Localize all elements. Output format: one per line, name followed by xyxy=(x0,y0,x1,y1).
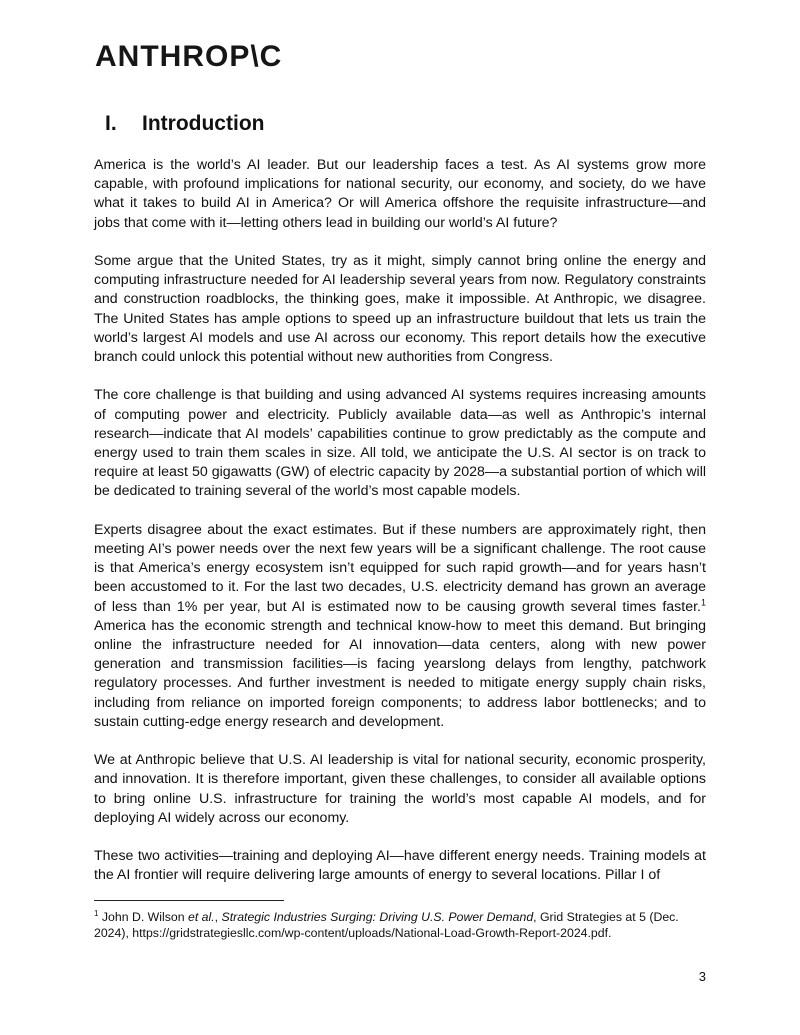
footnote xyxy=(94,909,714,941)
footnote-separator: , xyxy=(214,910,222,924)
section-title: Introduction xyxy=(142,112,265,135)
footnote-title: Strategic Industries Surging: Driving U.S. Power Demand xyxy=(221,910,534,924)
paragraph-1: America is the world’s AI leader. But our leadership faces a test. As AI systems grow more capable, with profound implications for national security, our economy, and society, do we have what it takes to build AI in America? Or will America offshore the requisite infrastructure—and jobs that come with it—letting others lead in building our world’s AI future? xyxy=(94,157,706,231)
paragraph-6: These two activities—training and deploying AI—have different energy needs. Training models at the AI frontier will require delivering large amounts of energy to several locations. Pillar I of xyxy=(94,848,706,884)
footnote-et-al: et al. xyxy=(187,910,215,924)
paragraph-3: The core challenge is that building and using advanced AI systems requires increasing amounts of computing power and electricity. Publicly available data—as well as Anthropic’s internal research—indicate that AI models’ capabilities continue to grow predictably as the compute and energy used to train them scales in size. All told, we anticipate the U.S. AI sector is on track to require at least 50 gigawatts (GW) of electric capacity by 2028—a substantial portion of which will be dedicated to training several of the world’s most capable models. xyxy=(94,387,706,500)
section-number: I. xyxy=(105,112,117,135)
paragraph-4-text-b: America has the economic strength and technical know-how to meet this demand. But bringing online the infrastructure needed for AI innovation—data centers, along with new power generation and transmission facilities—is facing yearslong delays from lengthy, patchwork regulatory processes. And further investment is needed to mitigate energy supply chain risks, including from reliance on imported foreign components; to address labor bottlenecks; and to sustain cutting-edge energy research and development. xyxy=(94,617,706,730)
anthropic-logo: ANTHROP\C xyxy=(95,40,283,73)
paragraph-2: Some argue that the United States, try as it might, simply cannot bring online the energy and computing infrastructure needed for AI leadership several years from now. Regulatory constraints and construction roadblocks, the thinking goes, make it impossible. At Anthropic, we disagree. The United States has ample options to speed up an infrastructure buildout that lets us train the world’s largest AI models and use AI across our economy. This report details how the executive branch could unlock this potential without new authorities from Congress. xyxy=(94,253,706,366)
paragraph-4 xyxy=(94,521,706,732)
footnote-divider xyxy=(94,900,284,901)
footnote-author: John D. Wilson xyxy=(98,910,188,924)
footnote-marker: 1 xyxy=(94,908,99,918)
paragraph-4-text-a: Experts disagree about the exact estimates. But if these numbers are approximately right, then meeting AI’s power needs over the next few years will be a significant challenge. The root cause is that America’s energy ecosystem isn’t equipped for such rapid growth—and for years hasn’t been accustomed to it. For the last two decades, U.S. electricity demand has grown an average of less than 1% per year, but AI is estimated now to be causing growth several times faster. xyxy=(94,521,706,615)
page-number: 3 xyxy=(698,969,706,984)
footnote-citation: , Grid Strategies at 5 (Dec. 2024), https://gridstrategiesllc.com/wp-content/uploads/National-Load-Growth-Report-2024.pdf. xyxy=(94,910,679,940)
section-heading xyxy=(105,112,264,136)
paragraph-5: We at Anthropic believe that U.S. AI leadership is vital for national security, economic prosperity, and innovation. It is therefore important, given these challenges, to consider all available options to bring online U.S. infrastructure for training the world’s most capable AI models, and for deploying AI widely across our economy. xyxy=(94,752,706,826)
footnote-reference: 1 xyxy=(700,596,706,607)
body-text xyxy=(94,156,706,905)
